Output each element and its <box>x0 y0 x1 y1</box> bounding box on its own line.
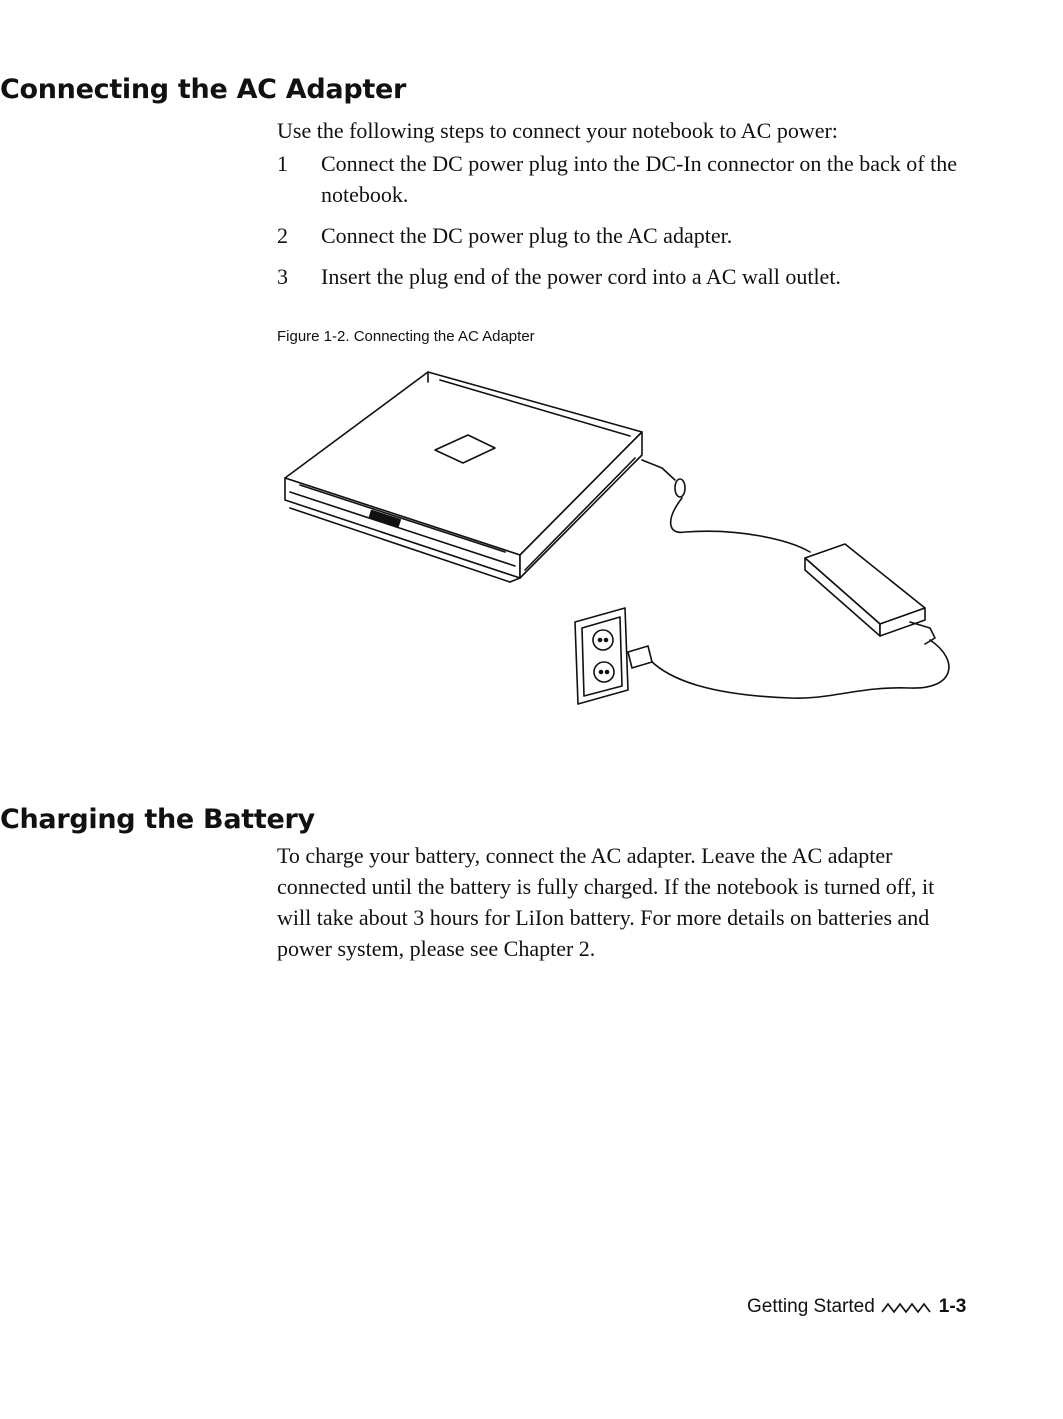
step-text: Insert the plug end of the power cord into a AC wall outlet. <box>321 264 841 289</box>
intro-text: Use the following steps to connect your notebook to AC power: <box>277 118 838 143</box>
ac-adapter-icon <box>805 544 935 644</box>
figure-caption: Figure 1-2. Connecting the AC Adapter <box>277 328 535 345</box>
step-item <box>277 220 977 251</box>
step-number: 1 <box>277 151 288 176</box>
footer-chapter-title: Getting Started <box>747 1296 875 1317</box>
section-heading-connecting-ac-adapter: Connecting the AC Adapter <box>0 74 406 105</box>
step-number: 3 <box>277 264 288 289</box>
step-text: Connect the DC power plug to the AC adapter. <box>321 223 733 248</box>
step-item <box>277 148 977 210</box>
charging-paragraph: To charge your battery, connect the AC adapter. Leave the AC adapter connected until the battery is fully charged. If the notebook is turned off, it will take about 3 hours for LiIon battery. For more details on batteries and power system, please see Chapter 2. <box>277 843 935 961</box>
step-item <box>277 261 977 292</box>
dc-cable-icon <box>642 460 810 552</box>
page-number: 1-3 <box>938 1296 967 1317</box>
notebook-icon <box>285 372 642 582</box>
wave-ornament-icon <box>881 1300 933 1314</box>
ac-adapter-illustration <box>270 360 970 720</box>
section-heading-charging-battery: Charging the Battery <box>0 804 315 835</box>
steps-list <box>277 148 977 302</box>
ac-power-cord-icon <box>650 640 949 698</box>
wall-outlet-icon <box>575 608 652 704</box>
step-text: Connect the DC power plug into the DC-In connector on the back of the notebook. <box>321 151 958 207</box>
step-number: 2 <box>277 223 288 248</box>
page-footer <box>747 1296 966 1318</box>
